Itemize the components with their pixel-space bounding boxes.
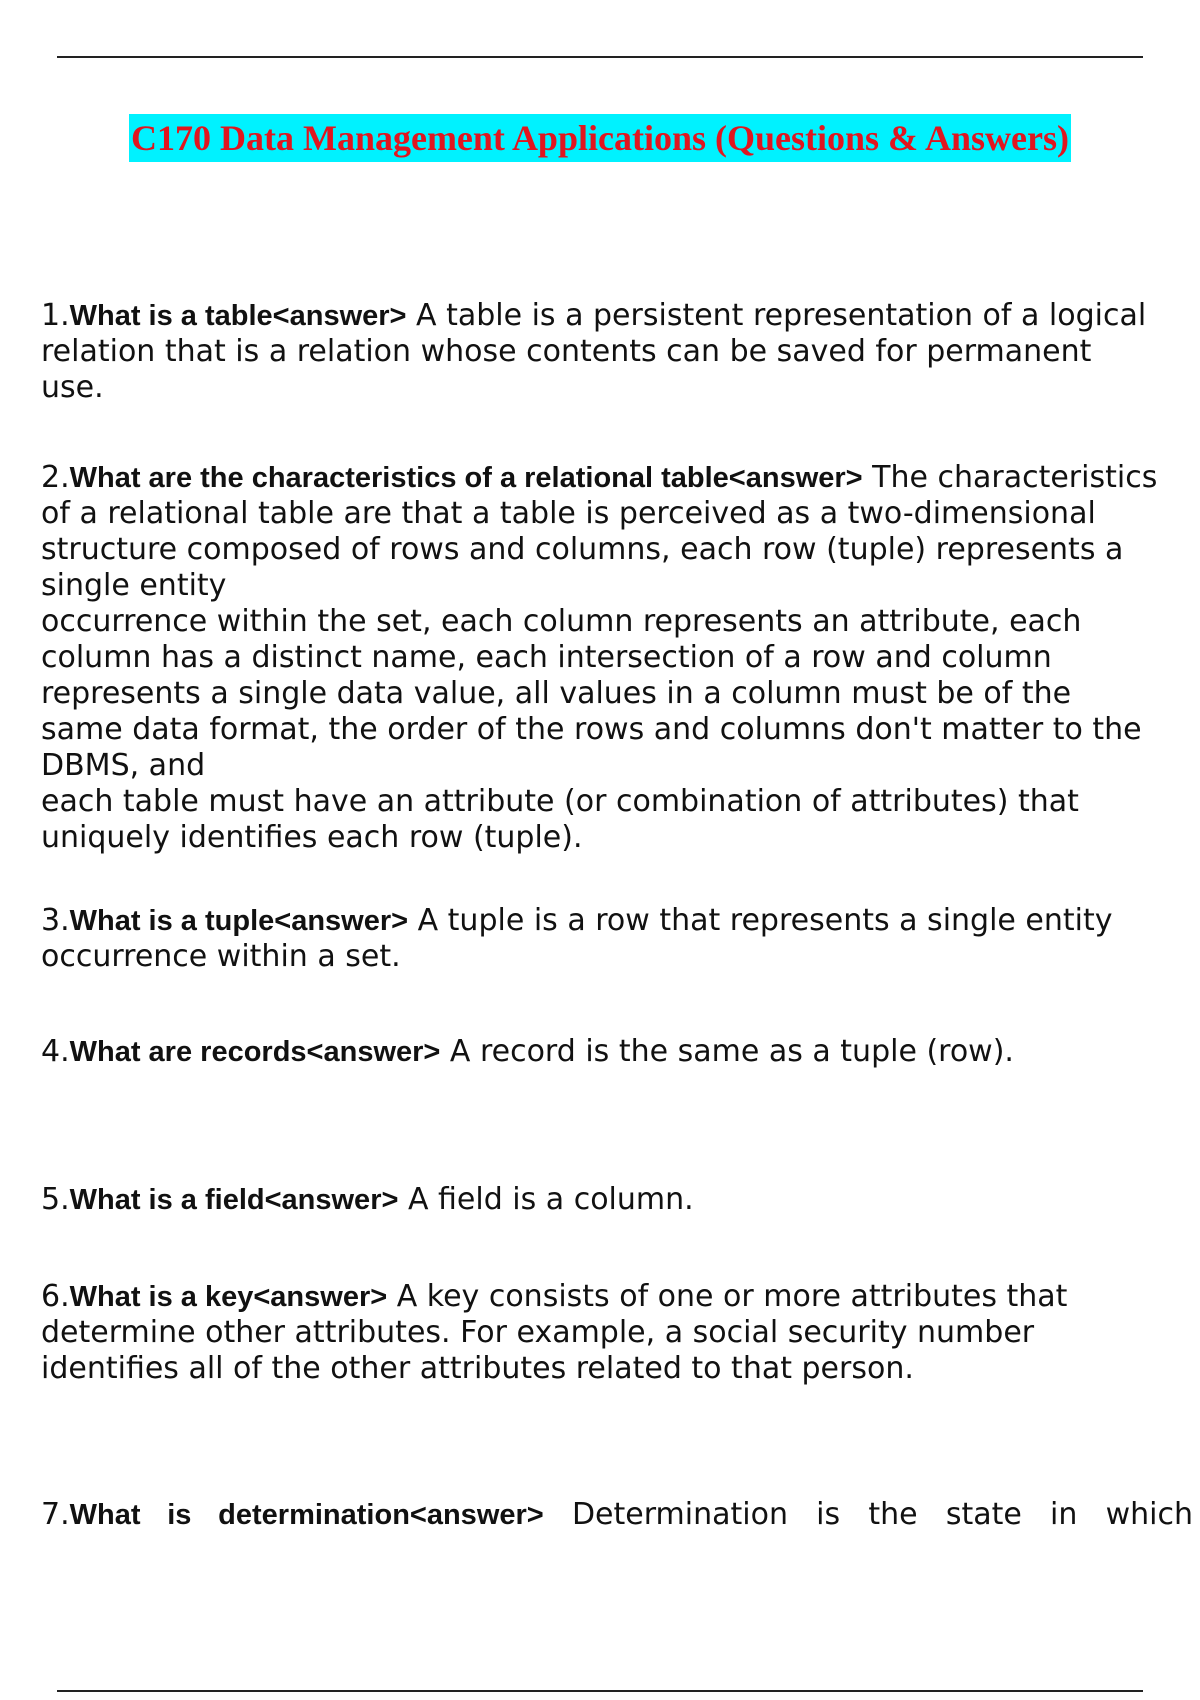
item-answer: A table is a persistent representation of a logical relation that is a relation whose contents can be saved for permanent use. <box>41 298 1147 405</box>
item-question: What are the characteristics of a relational table<answer> <box>69 462 863 494</box>
qa-item-5 <box>41 1182 1161 1218</box>
qa-item-1 <box>41 298 1161 406</box>
item-question: What is a tuple<answer> <box>69 905 409 937</box>
qa-item-2 <box>41 460 1161 856</box>
item-answer: A tuple is a row that represents a single entity occurrence within a set. <box>41 903 1113 974</box>
item-number: 2. <box>41 460 70 495</box>
item-number: 6. <box>41 1279 70 1314</box>
item-question: What is determination<answer> <box>69 1499 544 1531</box>
item-question: What is a field<answer> <box>69 1184 399 1216</box>
document-title: C170 Data Management Applications (Questions & Answers) <box>129 114 1071 162</box>
item-number: 5. <box>41 1182 70 1217</box>
item-number: 3. <box>41 903 70 938</box>
item-question: What are records<answer> <box>69 1036 441 1068</box>
item-answer: Determination is the state in which <box>543 1497 1193 1532</box>
item-answer: The characteristics of a relational table are that a table is perceived as a two-dimensional structure composed of rows and columns, each row (tuple) represents a single entity occurrence within the set, each column represents an attribute, each column has a distinct name, each intersection of a row and column represents a single data value, all values in a column must be of the same data format, the order of the rows and columns don't matter to the DBMS, and each table must have an attribute (or combination of attributes) that uniquely identifies each row (tuple). <box>41 460 1158 855</box>
item-answer: A record is the same as a tuple (row). <box>440 1034 1014 1069</box>
item-number: 4. <box>41 1034 70 1069</box>
item-number: 7. <box>41 1497 70 1532</box>
qa-item-3 <box>41 903 1161 975</box>
title-container <box>0 114 1200 162</box>
item-answer: A key consists of one or more attributes that determine other attributes. For example, a social security number identifies all of the other attributes related to that person. <box>41 1279 1068 1386</box>
item-number: 1. <box>41 298 70 333</box>
top-rule <box>57 56 1143 58</box>
bottom-rule <box>57 1690 1143 1692</box>
item-answer: A field is a column. <box>398 1182 694 1217</box>
qa-item-4 <box>41 1034 1161 1070</box>
qa-item-6 <box>41 1279 1161 1387</box>
item-question: What is a key<answer> <box>69 1281 388 1313</box>
qa-item-7 <box>41 1497 1193 1533</box>
item-question: What is a table<answer> <box>69 300 407 332</box>
